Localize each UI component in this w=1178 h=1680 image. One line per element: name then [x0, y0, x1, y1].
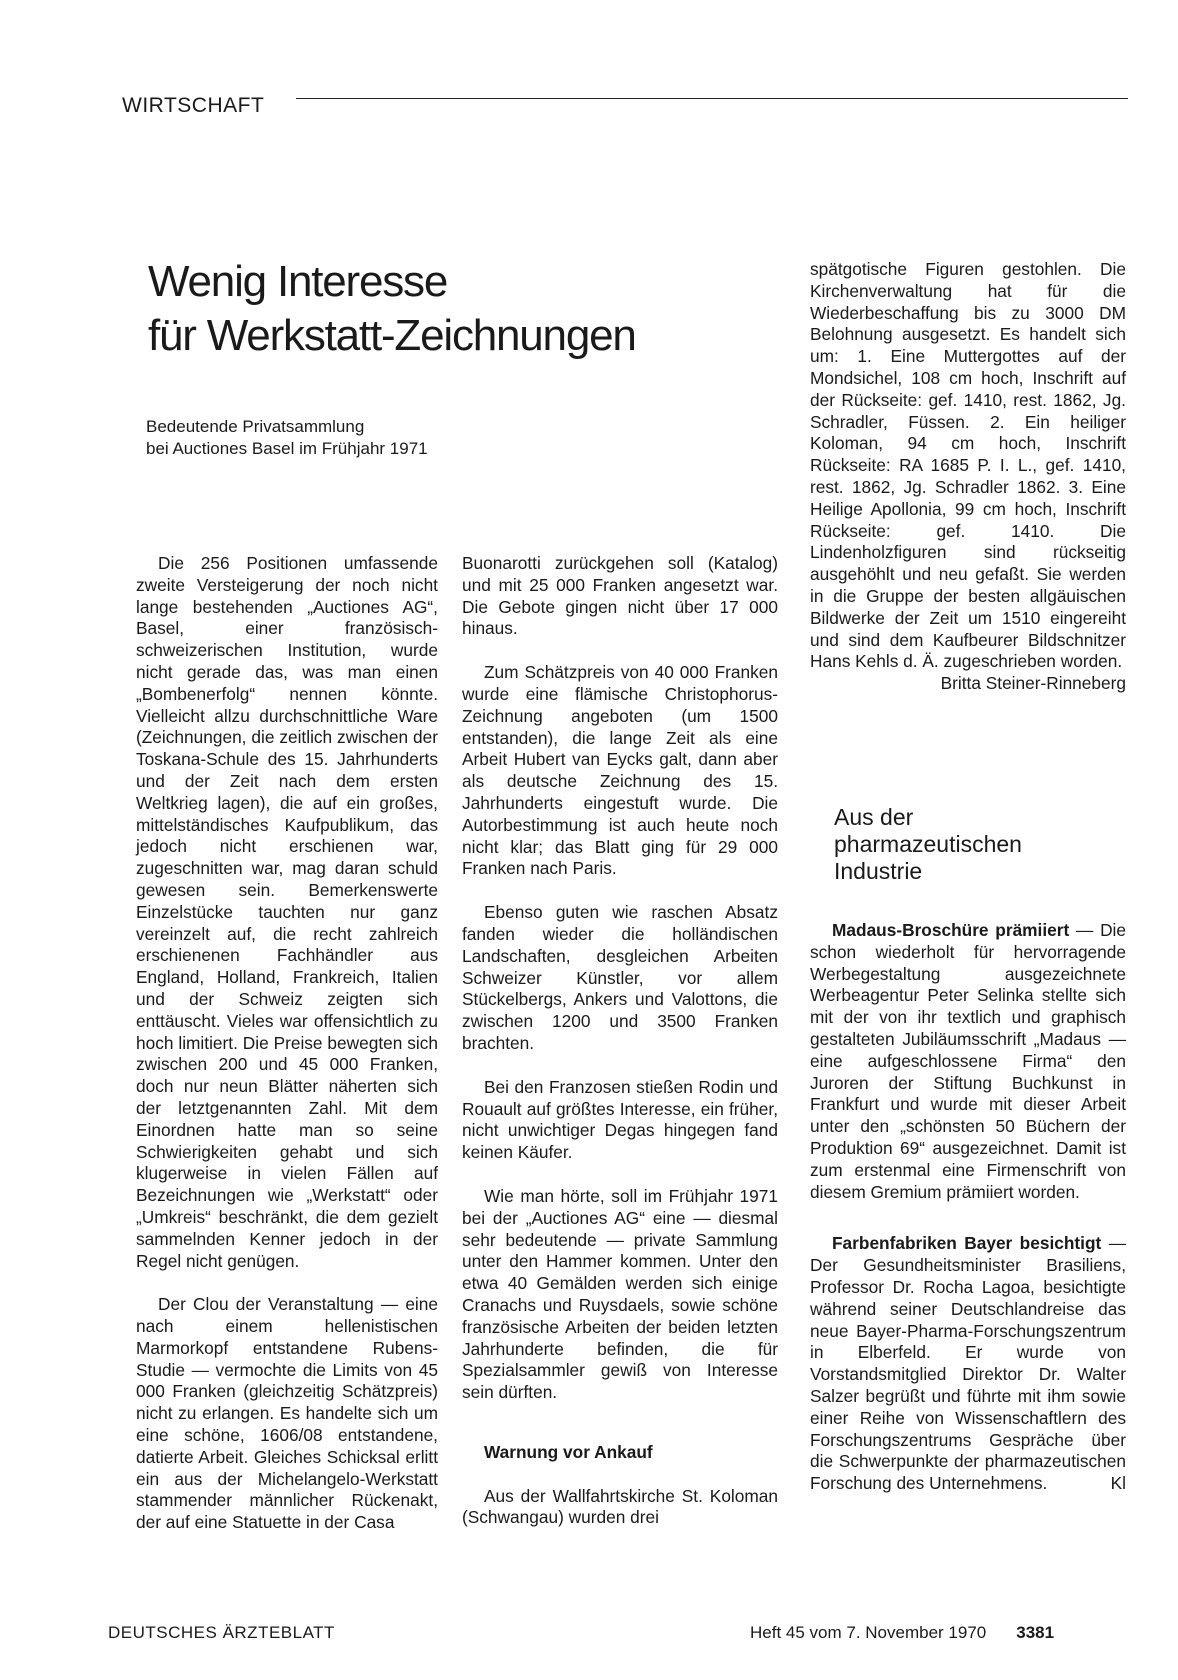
paragraph: Wie man hörte, soll im Frühjahr 1971 bei der „Auctiones AG“ eine — diesmal sehr bedeutende — private Sammlung unter den Hammer kommen. Unter den etwa 40 Gemälden werden sich einige Cranachs und Ruysdaels, sowie schöne französische Arbeiten der beiden letzten Jahrhunderte befinden, die für Spezialsammler gewiß von Interesse sein dürften. [462, 1185, 778, 1403]
news-heading: Farbenfabriken Bayer besichtigt [832, 1233, 1102, 1254]
article-column-3 [810, 259, 1126, 695]
article-subtitle [146, 416, 428, 460]
news-dash: — [1069, 920, 1101, 940]
paragraph: Bei den Franzosen stießen Rodin und Rouault auf größtes Interesse, ein früher, nicht unwichtiger Degas hingegen fand keinen Käufer. [462, 1076, 778, 1163]
article-title-line-1: Wenig Interesse [148, 257, 448, 306]
article-title [148, 255, 636, 363]
news-heading: Madaus-Broschüre prämiiert [832, 920, 1070, 940]
box-title-line-3: Industrie [834, 858, 923, 884]
news-text: — Der Gesundheitsminister Brasiliens, Professor Dr. Rocha Lagoa, besichtigte während seiner Deutschlandreise das neue Bayer-Pharma-Forschungszentrum in Elberfeld. Er wurde von Vorstandsmitglied Direktor Dr. Walter Salzer begrüßt und führte mit ihm sowie einer Reihe von Wissenschaftlern des Forschungszentrums Gespräche über die Schwerpunkte der pharmazeutischen Forschung des Unternehmens. [810, 1233, 1126, 1494]
paragraph: Ebenso guten wie raschen Absatz fanden wieder die holländischen Landschaften, desgleichen Arbeiten Schweizer Künstler, vor allem Stückelbergs, Ankers und Valottons, die zwischen 1200 und 3500 Franken brachten. [462, 902, 778, 1053]
box-title-line-2: pharmazeutischen [834, 831, 1022, 857]
box-title [834, 804, 1022, 885]
section-label: WIRTSCHAFT [122, 94, 265, 117]
news-text: Die schon wiederholt für hervorragende Werbegestaltung ausgezeichnete Werbeagentur Peter Selinka stellte sich mit der von ihr textlich und graphisch gestalteten Jubiläumsschrift „Madaus — eine aufgeschlossene Firma“ den Juroren der Stiftung Buchkunst in Frankfurt und wurde mit dieser Arbeit unter den „schönsten 50 Büchern der Produktion 69“ ausgezeichnet. Damit ist zum erstenmal eine Firmenschrift von diesem Gremium prämiiert worden. [810, 920, 1126, 1202]
paragraph: Aus der Wallfahrtskirche St. Koloman (Schwangau) wurden drei [462, 1485, 778, 1528]
footer-issue: Heft 45 vom 7. November 1970 [750, 1623, 987, 1642]
article-column-1 [136, 553, 438, 1534]
article-column-2 [462, 553, 778, 1529]
page-number: 3381 [1016, 1623, 1055, 1642]
paragraph [810, 259, 1126, 694]
news-item-madaus [810, 920, 1126, 1203]
subheading-warnung: Warnung vor Ankauf [484, 1441, 653, 1462]
footer-journal: DEUTSCHES ÄRZTEBLATT [108, 1623, 335, 1642]
article-title-line-2: für Werkstatt-Zeichnungen [148, 311, 636, 360]
footer-issue-block [750, 1623, 1054, 1643]
author-signature: Kl [1110, 1473, 1126, 1494]
box-column [810, 920, 1126, 1495]
article-subtitle-line-2: bei Auctiones Basel im Frühjahr 1971 [146, 439, 428, 458]
paragraph: Zum Schätzpreis von 40 000 Franken wurde eine flämische Christophorus-Zeichnung angeboten (um 1500 entstanden), die lange Zeit als eine Arbeit Hubert van Eycks galt, dann aber als deutsche Zeichnung des 15. Jahrhunderts eingestuft wurde. Die Autorbestimmung ist auch heute noch nicht klar; das Blatt ging für 29 000 Franken nach Paris. [462, 662, 778, 879]
author-signature: Britta Steiner-Rinneberg [940, 673, 1126, 694]
article-subtitle-line-1: Bedeutende Privatsammlung [146, 417, 365, 436]
paragraph: Buonarotti zurückgehen soll (Katalog) und mit 25 000 Franken angesetzt war. Die Gebote gingen nicht über 17 000 hinaus. [462, 553, 778, 639]
paragraph: Der Clou der Veranstaltung — eine nach einem hellenistischen Marmorkopf entstandene Rubens-Studie — vermochte die Limits von 45 000 Franken (gleichzeitig Schätzpreis) nicht zu erlangen. Es handelte sich um eine schöne, 1606/08 entstandene, datierte Arbeit. Gleiches Schicksal erlitt ein aus der Michelangelo-Werkstatt stammender männlicher Rückenakt, der auf eine Statuette in der Casa [136, 1294, 438, 1533]
box-title-line-1: Aus der [834, 804, 914, 830]
header-rule [296, 98, 1128, 99]
paragraph: Die 256 Positionen umfassende zweite Versteigerung der noch nicht lange bestehenden „Auctiones AG“, Basel, einer französisch-schweizerischen Institution, wurde nicht gerade das, was man einen „Bombenerfolg“ nennen könnte. Vielleicht allzu durchschnittliche Ware (Zeichnungen, die zeitlich zwischen der Toskana-Schule des 15. Jahrhunderts und der Zeit nach dem ersten Weltkrieg lagen), die auf ein großes, mittelständisches Kaufpublikum, das jedoch nicht erschienen war, zugeschnitten war, mag daran schuld gewesen sein. Bemerkenswerte Einzelstücke tauchten nur ganz vereinzelt auf, die recht zahlreich erschienenen Fachhändler aus England, Holland, Frankreich, Italien und der Schweiz zeigten sich enttäuscht. Vieles war offensichtlich zu hoch limitiert. Die Preise bewegten sich zwischen 200 und 45 000 Franken, doch nur neun Blätter näherten sich der letztgenannten Zahl. Mit dem Einordnen hatte man so seine Schwierigkeiten gehabt und sich klugerweise in vielen Fällen auf Bezeichnungen wie „Werkstatt“ oder „Umkreis“ beschränkt, die dem gezielt sammelnden Kenner jedoch in der Regel nicht genügen. [136, 553, 438, 1271]
news-item-bayer [810, 1233, 1126, 1495]
paragraph-text: spätgotische Figuren gestohlen. Die Kirchenverwaltung hat für die Wiederbeschaffung bis zu 3000 DM Belohnung ausgesetzt. Es handelt sich um: 1. Eine Muttergottes auf der Mondsichel, 108 cm hoch, Inschrift auf der Rückseite: gef. 1410, rest. 1862, Jg. Schradler, Füssen. 2. Ein heiliger Koloman, 94 cm hoch, Inschrift Rückseite: RA 1685 P. I. L., gef. 1410, rest. 1862, Jg. Schradler 1862. 3. Eine Heilige Apollonia, 99 cm hoch, Inschrift Rückseite: gef. 1410. Die Lindenholzfiguren sind rückseitig ausgehöhlt und neu gefaßt. Sie werden in die Gruppe der besten allgäuischen Bildwerke der Zeit um 1510 eingereiht und sind dem Kaufbeurer Bildschnitzer Hans Kehls d. Ä. zugeschrieben worden. [810, 259, 1126, 672]
